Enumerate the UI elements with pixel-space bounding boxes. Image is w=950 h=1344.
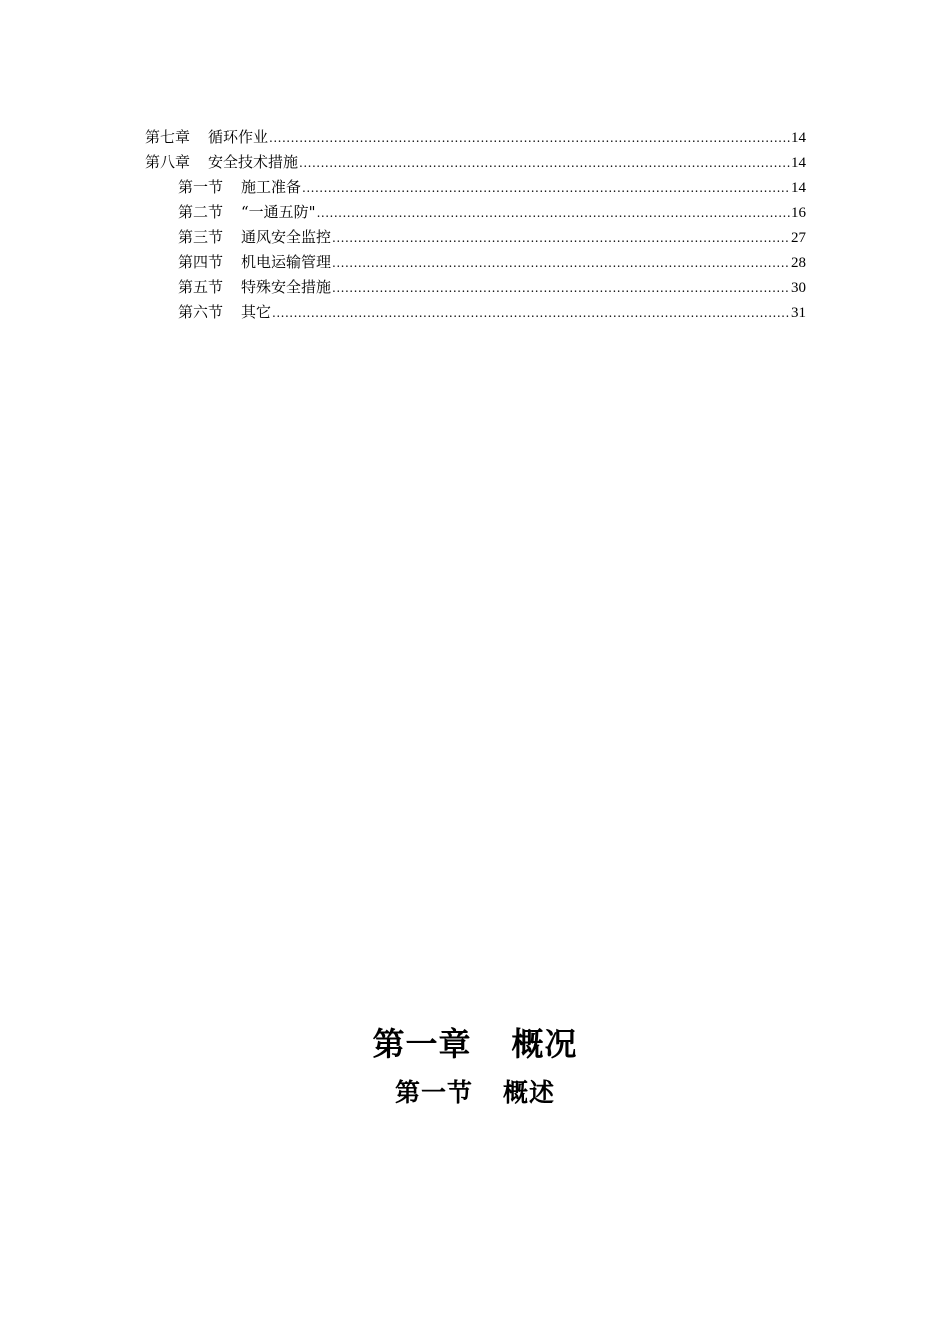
toc-entry-title: “一通五防" [241,203,316,221]
toc-entry-page: 16 [791,205,806,221]
toc-entry-number: 第一节 [178,178,224,196]
toc-entry[interactable] [145,125,806,150]
toc-entry-page: 14 [791,155,806,171]
section-heading [0,1073,950,1113]
toc-entry-page: 27 [791,230,806,246]
toc-entry-page: 31 [791,305,806,321]
toc-entry-title: 其它 [241,303,272,321]
toc-entry-title: 安全技术措施 [208,153,299,171]
toc-dot-leader [272,301,790,326]
toc-entry-number: 第五节 [178,278,224,296]
chapter-heading [0,1019,950,1069]
chapter-title: 概况 [511,1025,578,1064]
toc-entry[interactable] [145,225,806,250]
toc-entry-title: 特殊安全措施 [241,278,332,296]
toc-entry-title: 施工准备 [241,178,302,196]
toc-entry-title: 机电运输管理 [241,253,332,271]
toc-dot-leader [302,176,790,201]
section-title: 概述 [503,1077,556,1107]
toc-entry[interactable] [145,250,806,275]
toc-dot-leader [299,151,790,176]
toc-dot-leader [332,251,790,276]
toc-entry[interactable] [145,200,806,225]
toc-dot-leader [332,276,790,301]
toc-entry-page: 28 [791,255,806,271]
toc-entry-title: 循环作业 [208,128,269,146]
chapter-number: 第一章 [372,1025,472,1064]
toc-entry-page: 14 [791,130,806,146]
toc-entry-number: 第八章 [145,153,191,171]
toc-dot-leader [317,201,790,226]
section-number: 第一节 [394,1077,473,1107]
toc-entry-title: 通风安全监控 [241,228,332,246]
toc-entry-number: 第七章 [145,128,191,146]
toc-entry[interactable] [145,275,806,300]
toc-entry-page: 14 [791,180,806,196]
toc-dot-leader [332,226,790,251]
toc-entry[interactable] [145,150,806,175]
table-of-contents [145,125,806,325]
toc-entry[interactable] [145,300,806,325]
toc-entry[interactable] [145,175,806,200]
toc-entry-page: 30 [791,280,806,296]
toc-dot-leader [269,126,790,151]
toc-entry-number: 第二节 [178,203,224,221]
toc-entry-number: 第六节 [178,303,224,321]
toc-entry-number: 第三节 [178,228,224,246]
toc-entry-number: 第四节 [178,253,224,271]
